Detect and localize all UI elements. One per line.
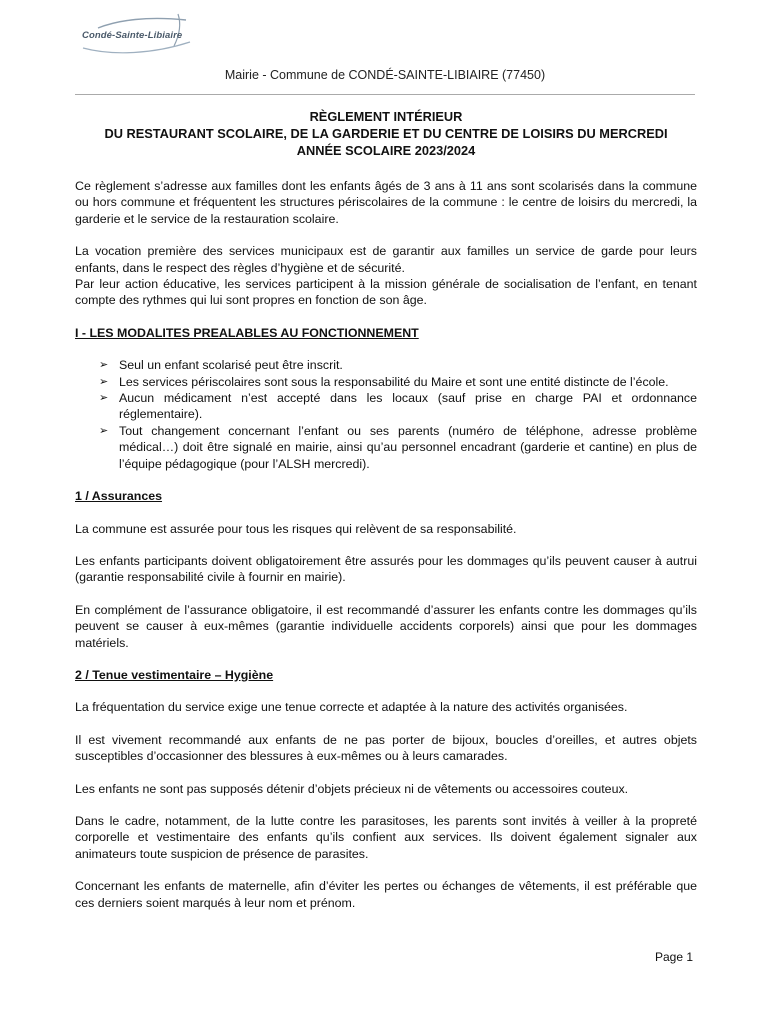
document-title (75, 108, 697, 159)
list-item: ➢ Les services périscolaires sont sous la responsabilité du Maire et sont une entité distincte de l’école. (99, 374, 669, 389)
page-number: Page 1 (655, 950, 694, 964)
assurances-paragraph-2: Les enfants participants doivent obligatoirement être assurés pour les dommages qu’ils peuvent causer à autrui (garantie responsabilité civile à fournir en mairie). (75, 553, 697, 585)
tenue-paragraph-3: Les enfants ne sont pas supposés détenir d’objets précieux ni de vêtements ou accessoires couteux. (75, 781, 629, 796)
list-item: ➢ Tout changement concernant l’enfant ou ses parents (numéro de téléphone, adresse problème médical…) doit être signalé en mairie, ainsi qu’au personnel encadrant (garderie et cantine) en plus de l’équipe pédagogique (pour l’ALSH mercredi). (99, 423, 697, 471)
arrow-right-icon: ➢ (99, 359, 109, 372)
section-heading-modalites: I - LES MODALITES PREALABLES AU FONCTIONNEMENT (75, 325, 419, 340)
arrow-right-icon: ➢ (99, 375, 109, 388)
section-heading-assurances: 1 / Assurances (75, 489, 163, 504)
intro-paragraph-3: Par leur action éducative, les services participent à la mission générale de socialisation de l’enfant, en tenant compte des rythmes qui lui sont propres en fonction de son âge. (75, 277, 697, 308)
modalites-list (75, 357, 697, 472)
list-item: ➢ Aucun médicament n’est accepté dans les locaux (sauf prise en charge PAI et ordonnance réglementaire). (99, 391, 697, 422)
assurances-paragraph-1: La commune est assurée pour tous les risques qui relèvent de sa responsabilité. (75, 521, 517, 536)
header-divider (75, 94, 695, 95)
mairie-header: Mairie - Commune de CONDÉ-SAINTE-LIBIAIRE (77450) (224, 68, 546, 82)
title-line-1: RÈGLEMENT INTÉRIEUR (309, 109, 463, 124)
document-body (75, 108, 697, 911)
intro-paragraph-1: Ce règlement s’adresse aux familles dont les enfants âgés de 3 ans à 11 ans sont scolarisés dans la commune ou hors commune et fréquentent les structures périscolaires de la commune : le centre de loisirs du mercredi, la garderie et le service de la restauration scolaire. (75, 179, 697, 226)
assurances-paragraph-3: En complément de l’assurance obligatoire, il est recommandé d’assurer les enfants contre les dommages qu’ils peuvent se causer à eux-mêmes (garantie individuelle accidents corporels) ainsi que pour les dommages matériels. (75, 602, 697, 650)
list-item: ➢ Seul un enfant scolarisé peut être inscrit. (99, 358, 343, 373)
section-heading-tenue: 2 / Tenue vestimentaire – Hygiène (75, 667, 274, 682)
intro-paragraph-2: La vocation première des services municipaux est de garantir aux familles un service de garde pour leurs enfants, dans le respect des règles d’hygiène et de sécurité. (75, 244, 697, 275)
commune-logo (78, 12, 193, 62)
tenue-paragraph-1: La fréquentation du service exige une tenue correcte et adaptée à la nature des activités organisées. (75, 700, 628, 715)
title-line-3: ANNÉE SCOLAIRE 2023/2024 (296, 143, 476, 158)
tenue-paragraph-4: Dans le cadre, notamment, de la lutte contre les parasitoses, les parents sont invités à veiller à la propreté corporelle et vestimentaire des enfants qu’ils confient aux services. Ils doivent également signaler aux animateurs toute suspicion de présence de parasites. (75, 813, 697, 861)
tenue-paragraph-2: Il est vivement recommandé aux enfants de ne pas porter de bijoux, boucles d’oreilles, et autres objets susceptibles d’occasionner des blessures à eux-mêmes ou à leurs camarades. (75, 732, 697, 764)
arrow-right-icon: ➢ (99, 424, 109, 437)
arrow-right-icon: ➢ (99, 392, 109, 405)
tenue-paragraph-5: Concernant les enfants de maternelle, afin d’éviter les pertes ou échanges de vêtements, il est préférable que ces derniers soient marqués à leur nom et prénom. (75, 879, 697, 910)
title-line-2: DU RESTAURANT SCOLAIRE, DE LA GARDERIE ET DU CENTRE DE LOISIRS DU MERCREDI (104, 126, 668, 141)
logo-text: Condé-Sainte-Libiaire (82, 30, 183, 41)
